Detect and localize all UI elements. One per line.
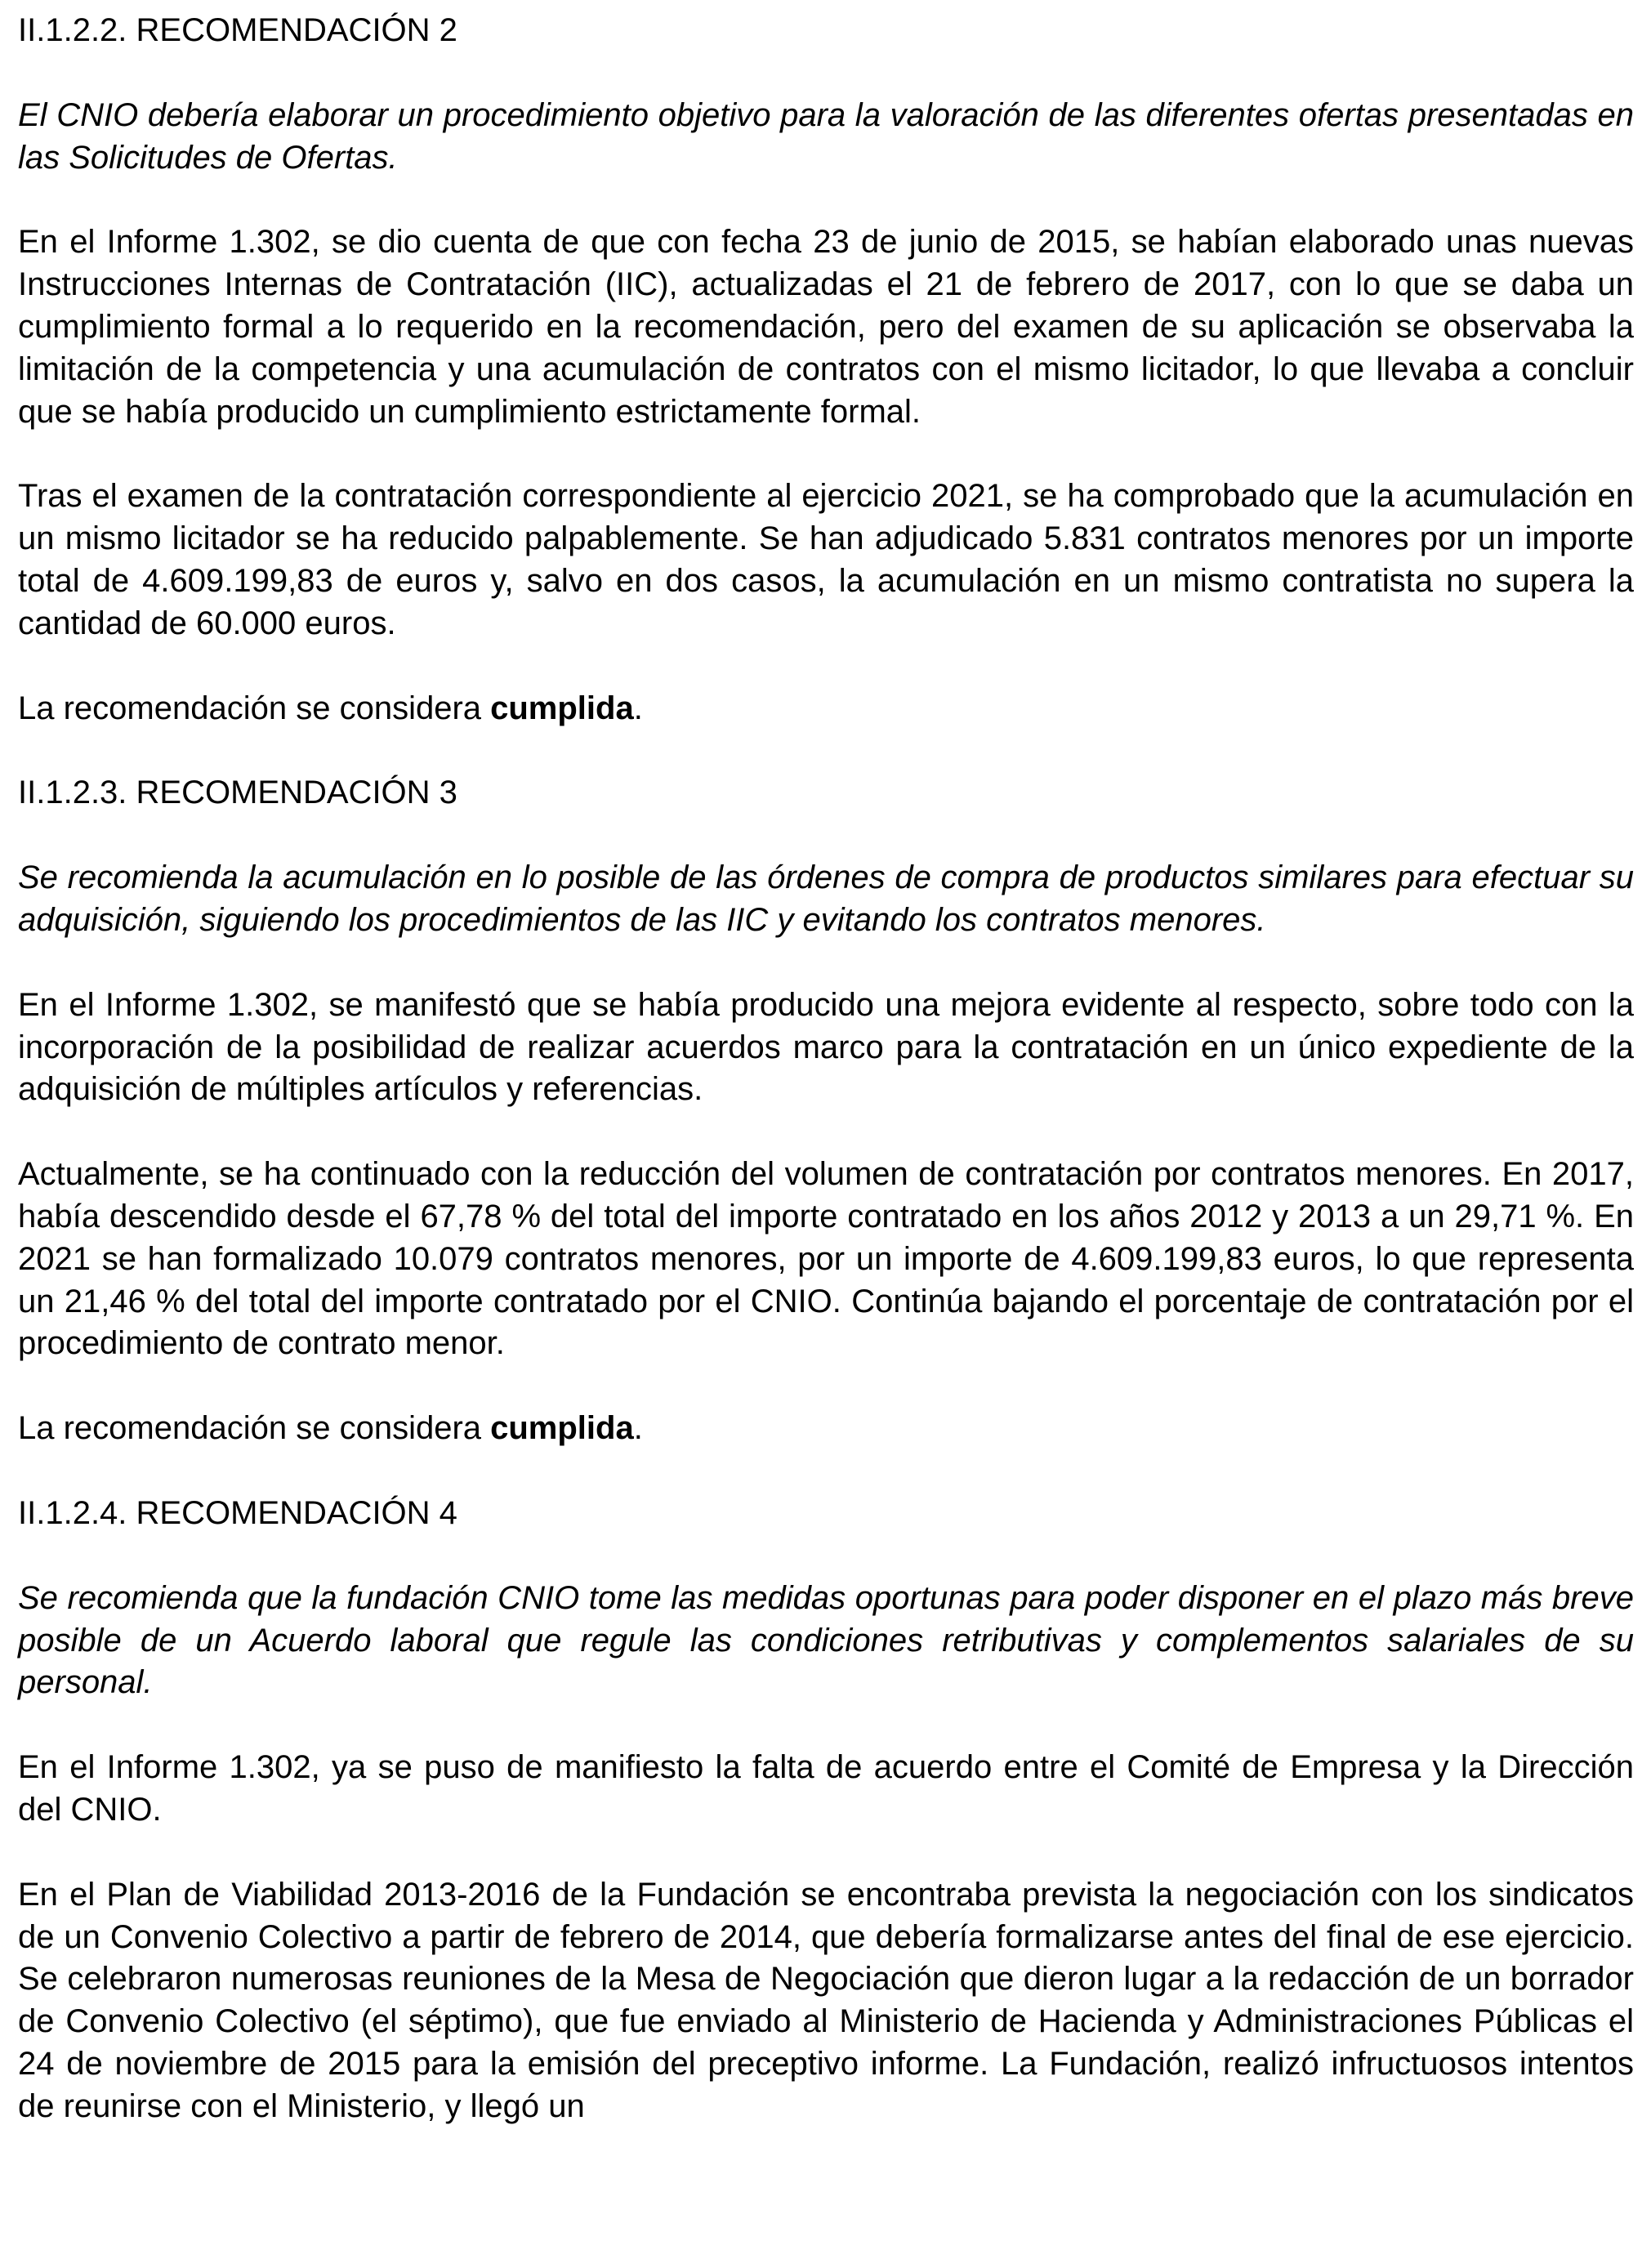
body-paragraph: En el Plan de Viabilidad 2013-2016 de la Fundación se encontraba prevista la negociación con los sindicatos de un Convenio Colectivo a partir de febrero de 2014, que debería formalizarse antes del final de ese ejercicio. Se celebraron numerosas reuniones de la Mesa de Negociación que dieron lugar a la redacción de un borrador de Convenio Colectivo (el séptimo), que fue enviado al Ministerio de Hacienda y Administraciones Públicas el 24 de noviembre de 2015 para la emisión del preceptivo informe. La Fundación, realizó infructuosos intentos de reunirse con el Ministerio, y llegó un — [18, 1876, 1634, 2124]
recommendation-text: Se recomienda que la fundación CNIO tome las medidas oportunas para poder disponer en el plazo más breve posible de un Acuerdo laboral que regule las condiciones retributivas y complementos salariales de su personal. — [18, 1579, 1634, 1701]
body-paragraph: En el Informe 1.302, se manifestó que se había producido una mejora evidente al respecto, sobre todo con la incorporación de la posibilidad de realizar acuerdos marco para la contratación en un único expediente de la adquisición de múltiples artículos y referencias. — [18, 986, 1634, 1108]
recommendation-text: Se recomienda la acumulación en lo posible de las órdenes de compra de productos similares para efectuar su adquisición, siguiendo los procedimientos de las IIC y evitando los contratos menores. — [18, 859, 1634, 938]
conclusion — [18, 688, 1634, 730]
body-paragraph: En el Informe 1.302, ya se puso de manifiesto la falta de acuerdo entre el Comité de Empresa y la Dirección del CNIO. — [18, 1749, 1634, 1828]
recommendation-text: El CNIO debería elaborar un procedimiento objetivo para la valoración de las diferentes ofertas presentadas en las Solicitudes de Ofertas. — [18, 96, 1634, 176]
conclusion — [18, 1408, 1634, 1450]
section-recomendacion-3 — [18, 772, 1634, 1450]
body-paragraph: Tras el examen de la contratación correspondiente al ejercicio 2021, se ha comprobado que la acumulación en un mismo licitador se ha reducido palpablemente. Se han adjudicado 5.831 contratos menores por un importe total de 4.609.199,83 de euros y, salvo en dos casos, la acumulación en un mismo contratista no supera la cantidad de 60.000 euros. — [18, 478, 1634, 641]
section-recomendacion-4 — [18, 1493, 1634, 2128]
conclusion-period: . — [633, 690, 643, 726]
section-recomendacion-2 — [18, 10, 1634, 730]
conclusion-status: cumplida — [490, 1410, 634, 1447]
conclusion-status: cumplida — [490, 690, 634, 726]
body-paragraph: Actualmente, se ha continuado con la reducción del volumen de contratación por contratos menores. En 2017, había descendido desde el 67,78 % del total del importe contratado en los años 2012 y 2013 a un 29,71 %. En 2021 se han formalizado 10.079 contratos menores, por un importe de 4.609.199,83 euros, lo que representa un 21,46 % del total del importe contratado por el CNIO. Continúa bajando el porcentaje de contratación por el procedimiento de contrato menor. — [18, 1156, 1634, 1362]
conclusion-text: La recomendación se considera — [18, 1410, 491, 1447]
conclusion-period: . — [633, 1410, 643, 1447]
conclusion-text: La recomendación se considera — [18, 690, 491, 726]
document-page — [18, 10, 1634, 2127]
section-heading: II.1.2.2. RECOMENDACIÓN 2 — [18, 12, 457, 48]
body-paragraph: En el Informe 1.302, se dio cuenta de que con fecha 23 de junio de 2015, se habían elaborado unas nuevas Instrucciones Internas de Contratación (IIC), actualizadas el 21 de febrero de 2017, con lo que se daba un cumplimiento formal a lo requerido en la recomendación, pero del examen de su aplicación se observaba la limitación de la competencia y una acumulación de contratos con el mismo licitador, lo que llevaba a concluir que se había producido un cumplimiento estrictamente formal. — [18, 224, 1634, 430]
section-heading: II.1.2.4. RECOMENDACIÓN 4 — [18, 1494, 457, 1531]
section-heading: II.1.2.3. RECOMENDACIÓN 3 — [18, 775, 457, 811]
